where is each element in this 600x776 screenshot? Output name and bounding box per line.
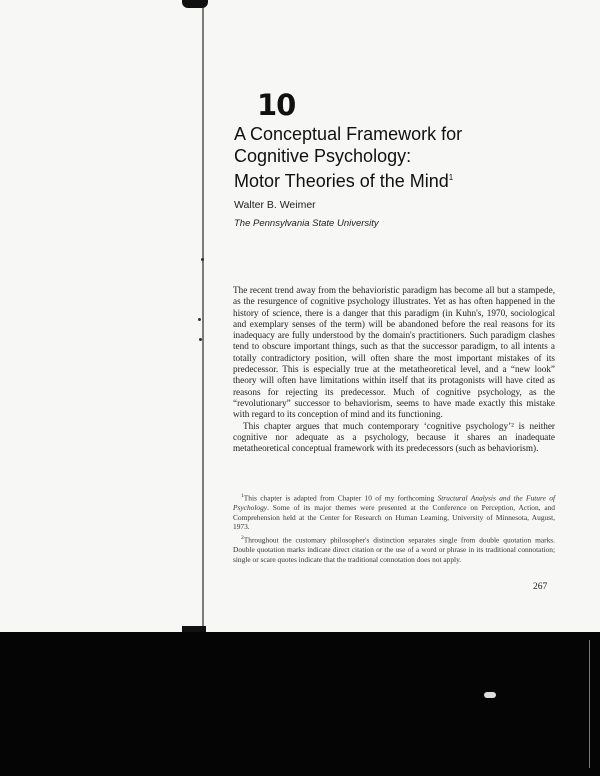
scan-artifact-top	[182, 0, 208, 8]
author-name: Walter B. Weimer	[234, 199, 316, 211]
footnote-text: This chapter is adapted from Chapter 10 of my forthcoming	[243, 493, 438, 503]
page-number: 267	[533, 582, 548, 592]
scan-artifact-spot	[484, 692, 496, 698]
paragraph: The recent trend away from the behavioristic paradigm has become all but a stampede, as the resurgence of cognitive psychology illustrates. Yet as has often happened in the history of science, there is a danger that this paradigm (in Kuhn's, 1970, sociological and exemplary senses of the term) will be abandoned before the real reasons for its inadequacy are fully understood by the domain's practitioners. Such paradigm clashes tend to obscure important things, such as that the successor paradigm, to all intents a totally contradictory position, will often share the most important mistakes of its predecessor. This is especially true at the metatheoretical level, and a “new look” theory will often have limitations within itself that its protagonists will have cited as reasons for rejecting its predecessor. Much of cognitive psychology, as the “revolutionary” successor to behaviorism, seems to have made exactly this mistake with regard to its conception of mind and its functioning.	[233, 285, 555, 420]
footnote-2	[233, 534, 555, 564]
title-line: Cognitive Psychology:	[234, 146, 412, 166]
footnote-mark: 2	[241, 534, 244, 541]
title-line: A Conceptual Framework for	[234, 124, 463, 144]
scan-black-region	[0, 632, 600, 776]
footnote-text: Throughout the customary philosopher's distinction separates single from double quotation marks. Double quotation marks indicate direct citation or the use of a word or phrase in its traditional connotation; single or scare quotes indicate that the traditional connotation does not apply.	[233, 535, 555, 564]
footnote-1	[233, 492, 555, 532]
title-line	[234, 167, 462, 192]
body-text	[233, 285, 555, 454]
author-affiliation: The Pennsylvania State University	[234, 218, 379, 229]
footnote-mark: 1	[241, 493, 244, 499]
scan-speck	[201, 258, 204, 261]
paragraph: This chapter argues that much contemporary ‘cognitive psychology’² is neither cognitive nor adequate as a psychology, because it shares an inadequate metatheoretical conceptual framework with its predecessors (such as behaviorism).	[233, 420, 555, 454]
scan-speck	[198, 318, 201, 321]
title-line-text: Motor Theories of the Mind	[234, 171, 449, 191]
footnote-book-title: Structural Analysis and the Future of Psychology	[233, 493, 556, 513]
footnote-text: . Some of its major themes were presented at the Conference on Perception, Action, and Comprehension held at the Center for Research on Human Learning, University of Minnesota, August, 1973.	[233, 503, 555, 532]
footnotes	[233, 492, 555, 566]
chapter-title	[234, 123, 462, 192]
scan-edge-line	[589, 640, 590, 768]
chapter-number: 10	[257, 88, 296, 122]
scan-speck	[199, 338, 202, 341]
title-footnote-mark: 1	[448, 173, 454, 182]
binding-gutter-line	[202, 0, 204, 632]
